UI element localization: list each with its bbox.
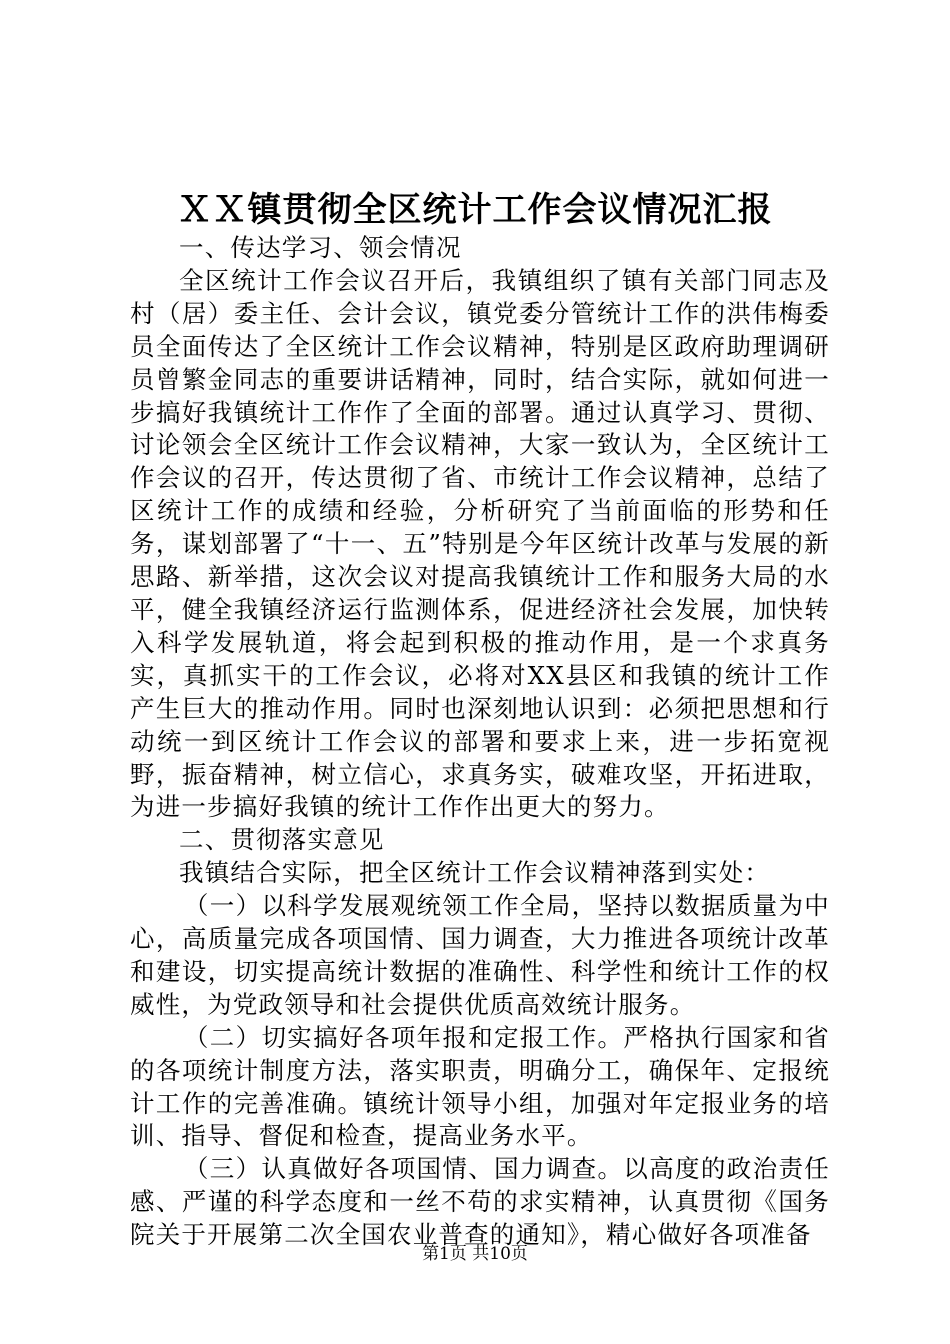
document-title: ＸＸ镇贯彻全区统计工作会议情况汇报: [177, 190, 773, 230]
section-heading-2: 二、贯彻落实意见: [179, 825, 385, 855]
list-item-3: （三）认真做好各项国情、国力调查。以高度的政治责任感、严谨的科学态度和一丝不苟的求实精神，认真贯彻《国务院关于开展第二次全国农业普查的通知》，精心做好各项准备: [130, 1154, 830, 1250]
list-item-1: （一）以科学发展观统领工作全局，坚持以数据质量为中心，高质量完成各项国情、国力调查，大力推进各项统计改革和建设，切实提高统计数据的准确性、科学性和统计工作的权威性，为党政领导和社会提供优质高效统计服务。: [130, 891, 830, 1019]
list-item-2: （二）切实搞好各项年报和定报工作。严格执行国家和省的各项统计制度方法，落实职责，明确分工，确保年、定报统计工作的完善准确。镇统计领导小组，加强对年定报业务的培训、指导、督促和检查，提高业务水平。: [130, 1022, 830, 1151]
page-footer: 第1页 共10页: [422, 1244, 528, 1264]
section-heading-1: 一、传达学习、领会情况: [179, 233, 462, 262]
paragraph: 我镇结合实际，把全区统计工作会议精神落到实处：: [179, 858, 771, 888]
document-body: [130, 232, 830, 1252]
paragraph: 全区统计工作会议召开后，我镇组织了镇有关部门同志及村（居）委主任、会计会议，镇党委分管统计工作的洪伟梅委员全面传达了全区统计工作会议精神，特别是区政府助理调研员曾繁金同志的重要讲话精神，同时，结合实际，就如何进一步搞好我镇统计工作作了全面的部署。通过认真学习、贯彻、讨论领会全区统计工作会议精神，大家一致认为，全区统计工作会议的召开，传达贯彻了省、市统计工作会议精神，总结了区统计工作的成绩和经验，分析研究了当前面临的形势和任务，谋划部署了“十一、五”特别是今年区统计改革与发展的新思路、新举措，这次会议对提高我镇统计工作和服务大局的水平，健全我镇经济运行监测体系，促进经济社会发展，加快转入科学发展轨道，将会起到积极的推动作用，是一个求真务实，真抓实干的工作会议，必将对XX县区和我镇的统计工作产生巨大的推动作用。同时也深刻地认识到：必须把思想和行动统一到区统计工作会议的部署和要求上来，进一步拓宽视野，振奋精神，树立信心，求真务实，破难攻坚，开拓进取，为进一步搞好我镇的统计工作作出更大的努力。: [130, 265, 830, 822]
